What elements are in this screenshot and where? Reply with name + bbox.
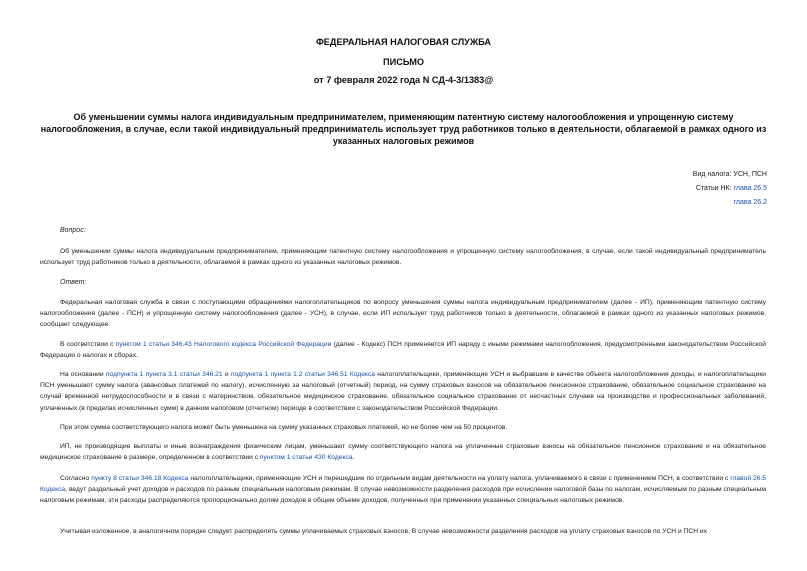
answer-paragraph-6: Согласно пункту 8 статьи 346.18 Кодекса налогоплательщики, применяющие УСН и перешедшие по отдельным видам деятельности на уплату налога, уплачиваемого в связи с применением ПСН, в соответствии с главой 26.5 Кодекса, ведут раздельный учет доходов и расходов по разным специальным налоговым режимам. В случае невозможности разделения расходов при исчислении налоговой базы по налогам, исчисляемым по разным специальным налоговым режимам, эти расходы распределяются пропорционально долям доходов в общем объеме доходов, полученных при применении указанных специальных налоговых режимов. xyxy=(40,475,766,505)
answer-paragraph-2: В соответствии с пунктом 1 статьи 346.43 Налогового кодекса Российской Федерации (далее - Кодекс) ПСН применяется ИП наряду с иными режимами налогообложения, предусмотренными законодательством Российской Федерации о налогах и сборах. xyxy=(40,341,766,360)
agency-name: ФЕДЕРАЛЬНАЯ НАЛОГОВАЯ СЛУЖБА xyxy=(315,37,492,47)
question-label: Вопрос: xyxy=(60,227,86,234)
chapter-26-5-inline-link[interactable]: главой 26.5 Кодекса xyxy=(40,475,766,494)
question-text: Об уменьшении суммы налога индивидуальным предпринимателем, применяющим патентную систему налогообложения и упрощенную систему налогообложения, в случае, если такой индивидуальный предприниматель использует труд работников только в деятельности, облагаемой в рамках одного из указанных налоговых режимов. xyxy=(40,248,766,267)
article-346-18-link[interactable]: пункту 8 статьи 346.18 Кодекса xyxy=(91,475,189,482)
tax-type: Вид налога: УСН, ПСН xyxy=(692,171,767,178)
answer-label: Ответ: xyxy=(60,279,87,286)
answer-paragraph-7: Учитывая изложенное, в аналогичном порядке следует распределять суммы уплачиваемых страховых взносов. В случае невозможности разделения расходов на уплату страховых взносов по УСН и ПСН их xyxy=(60,528,707,535)
article-346-43-link[interactable]: пунктом 1 статьи 346.43 Налогового кодекса Российской Федерации xyxy=(115,341,332,348)
answer-paragraph-4: При этом сумма соответствующего налога может быть уменьшена на сумму указанных страховых платежей, но не более чем на 50 процентов. xyxy=(60,424,508,431)
article-346-51-link[interactable]: подпункта 1 пункта 1.2 статьи 346.51 Кодекса xyxy=(230,371,375,378)
articles-line xyxy=(696,185,767,192)
document-date-number: от 7 февраля 2022 года N СД-4-3/1383@ xyxy=(313,75,494,85)
article-346-21-link[interactable]: подпункта 1 пункта 3.1 статьи 346.21 xyxy=(105,371,223,378)
answer-paragraph-5: ИП, не производящие выплаты и иные вознаграждения физическим лицам, уменьшают сумму соответствующего налога на уплаченные страховые взносы на обязательное пенсионное страхование и на обязательное медицинское страхование в размере, определенном в соответствии с пунктом 1 статьи 430 Кодекса. xyxy=(40,443,766,462)
article-430-link[interactable]: пунктом 1 статьи 430 Кодекса xyxy=(259,454,353,462)
chapter-26-2-link[interactable]: глава 26.2 xyxy=(733,199,767,206)
document-title: Об уменьшении суммы налога индивидуальным предпринимателем, применяющим патентную систему налогообложения и упрощенную систему налогообложения, в случае, если такой индивидуальный предприниматель использует труд работников только в деятельности, облагаемой в рамках одного из указанных налоговых режимов xyxy=(40,112,767,146)
document-type: ПИСЬМО xyxy=(382,57,425,67)
answer-paragraph-3: На основании подпункта 1 пункта 3.1 статьи 346.21 и подпункта 1 пункта 1.2 статьи 346.51 Кодекса налогоплательщики, применяющие УСН и выбравшие в качестве объекта налогообложения доходы, и налогоплательщики ПСН уменьшают сумму налога (авансовых платежей по налогу), исчисленную за налоговый (отчетный) период, на сумму страховых взносов на обязательное пенсионное страхование, обязательное социальное страхование на случай временной нетрудоспособности и в связи с материнством, обязательное медицинское страхование, обязательное социальное страхование от несчастных случаев на производстве и профессиональных заболеваний, уплаченных (в пределах исчисленных сумм) в данном налоговом (отчетном) периоде в соответствии с законодательством Российской Федерации. xyxy=(40,371,766,412)
chapter-26-2-link-row xyxy=(734,199,767,206)
answer-paragraph-1: Федеральная налоговая служба в связи с поступающими обращениями налогоплательщиков по вопросу уменьшения суммы налога индивидуальным предпринимателем (далее - ИП), применяющим патентную систему налогообложения (далее - ПСН) и упрощенную систему налогообложения (далее - УСН), в случае, если ИП использует труд работников только в деятельности, облагаемой в рамках одного из указанных налоговых режимов, сообщает следующее. xyxy=(40,299,766,329)
chapter-26-5-link[interactable]: глава 26.5 xyxy=(733,185,767,192)
articles-label: Статьи НК: xyxy=(695,185,734,192)
